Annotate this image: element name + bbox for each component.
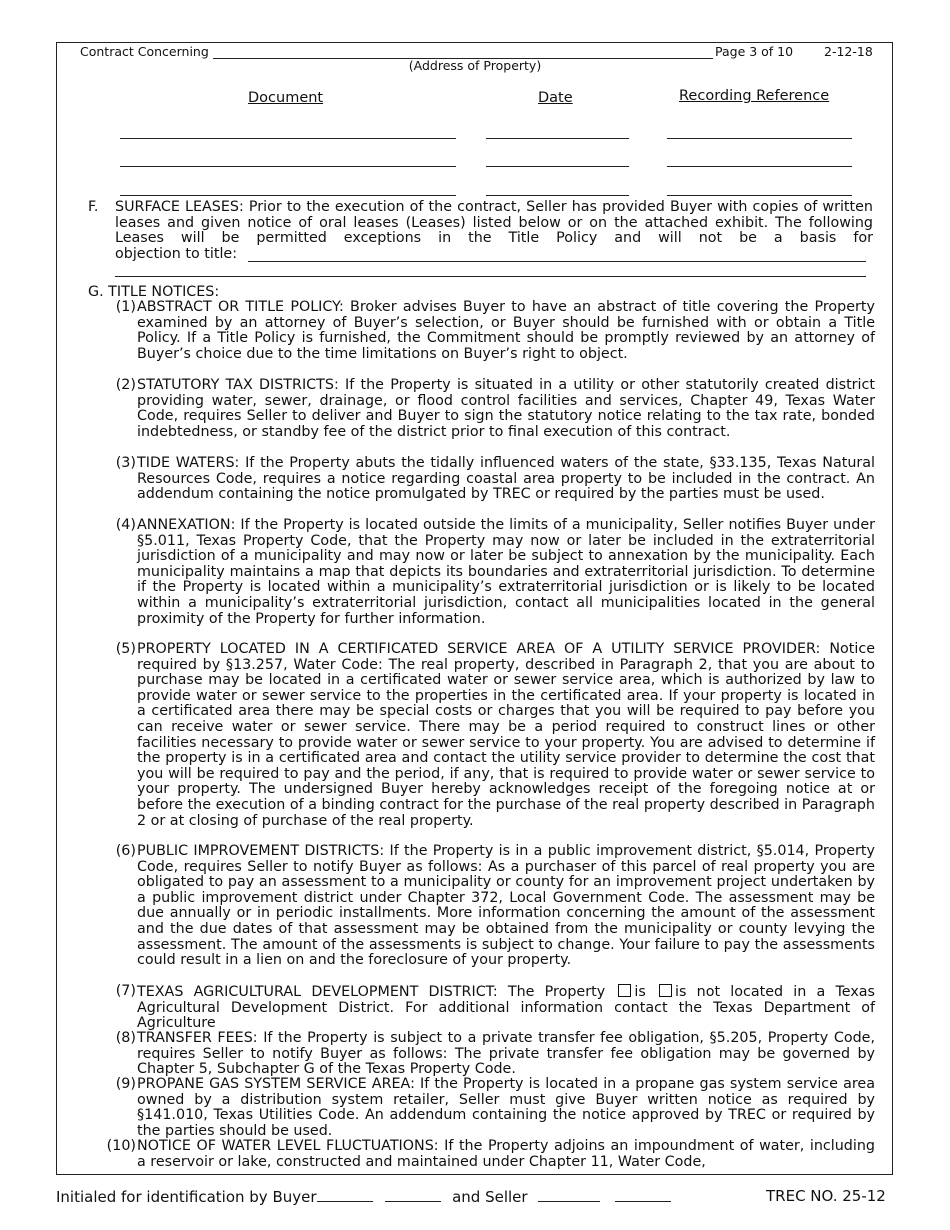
is-not-located-checkbox[interactable] bbox=[659, 984, 672, 997]
date-field-2[interactable] bbox=[486, 166, 629, 167]
form-number: TREC NO. 25-12 bbox=[766, 1187, 886, 1205]
column-date: Date bbox=[538, 90, 573, 106]
section-f-label: F. bbox=[88, 199, 99, 215]
date-field-1[interactable] bbox=[486, 138, 629, 139]
initials-line: Initialed for identification by Buyer and Seller bbox=[56, 1187, 671, 1206]
buyer-initial-2[interactable] bbox=[385, 1187, 441, 1202]
document-field-3[interactable] bbox=[120, 195, 456, 196]
leases-field-2[interactable] bbox=[115, 276, 866, 277]
section-f-text: SURFACE LEASES: Prior to the execution of the contract, Seller has provided Buyer with copies of written leases and given notice of oral leases (Leases) listed below or on the attached exhibit. The following Leases will be permitted exceptions in the Title Policy and will not be a basis for bbox=[115, 199, 873, 247]
section-g-heading: G. TITLE NOTICES: bbox=[88, 284, 220, 300]
contract-concerning-label: Contract Concerning bbox=[80, 44, 209, 59]
is-located-checkbox[interactable] bbox=[618, 984, 631, 997]
leases-field-1[interactable] bbox=[248, 261, 866, 262]
column-document: Document bbox=[248, 90, 324, 106]
seller-initial-1[interactable] bbox=[538, 1187, 600, 1202]
buyer-initial-1[interactable] bbox=[317, 1187, 373, 1202]
section-f-objection: objection to title: bbox=[115, 246, 238, 262]
recording-field-1[interactable] bbox=[667, 138, 852, 139]
document-field-1[interactable] bbox=[120, 138, 456, 139]
page-number: Page 3 of 10 bbox=[715, 44, 794, 59]
date-field-3[interactable] bbox=[486, 195, 629, 196]
recording-field-2[interactable] bbox=[667, 166, 852, 167]
document-field-2[interactable] bbox=[120, 166, 456, 167]
form-date: 2-12-18 bbox=[824, 44, 873, 59]
recording-field-3[interactable] bbox=[667, 195, 852, 196]
column-recording-reference: Recording Reference bbox=[679, 88, 830, 104]
address-caption: (Address of Property) bbox=[408, 58, 542, 73]
seller-initial-2[interactable] bbox=[615, 1187, 671, 1202]
